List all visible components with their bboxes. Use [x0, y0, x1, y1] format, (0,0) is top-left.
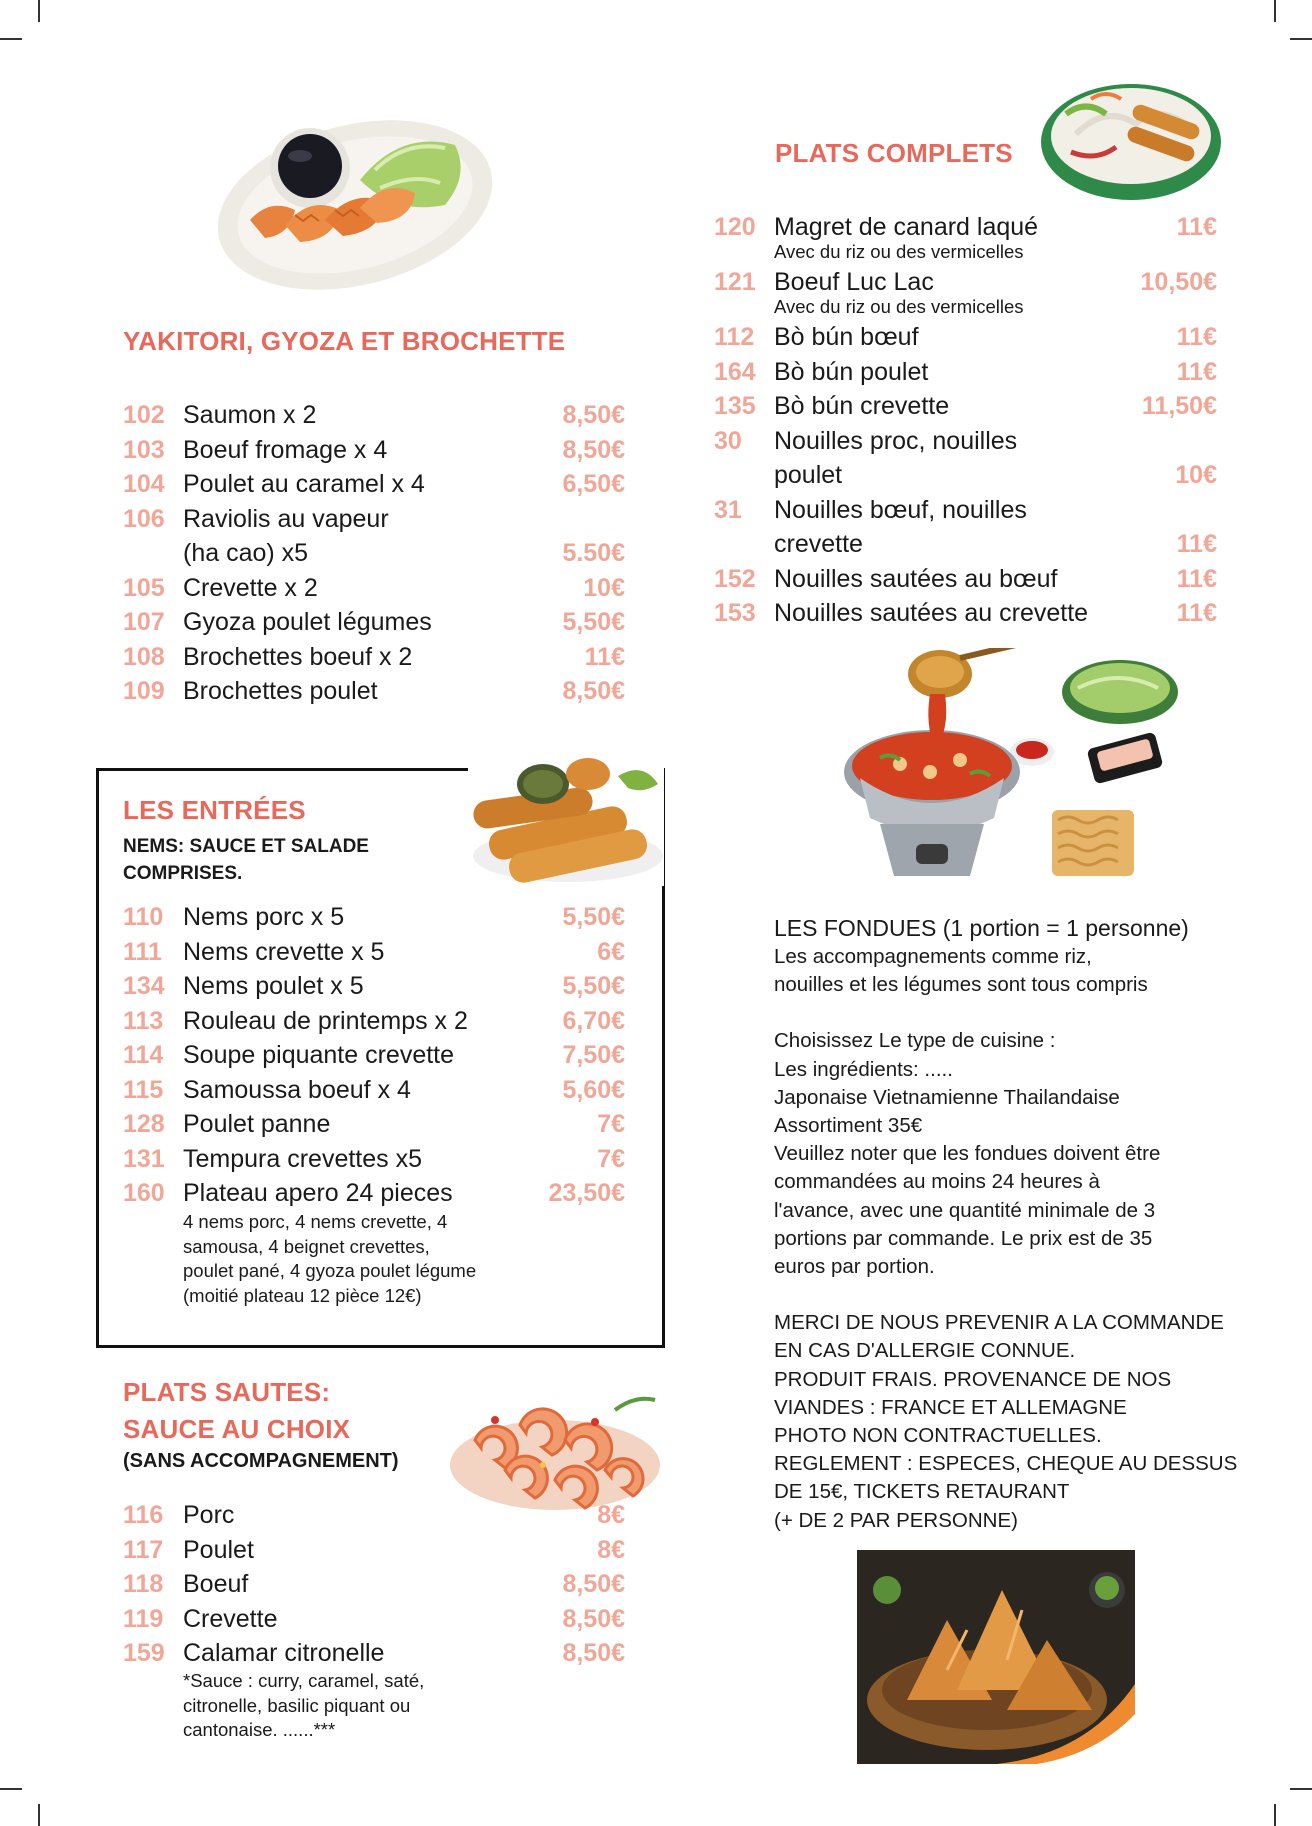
- item-price: 11€: [1176, 323, 1217, 351]
- item-name: Tempura crevettes x5: [183, 1144, 422, 1173]
- crop-mark: [0, 1788, 22, 1790]
- fondues-line: Assortiment 35€: [774, 1114, 923, 1138]
- item-name: Rouleau de printemps x 2: [183, 1006, 468, 1035]
- menu-item: [123, 605, 625, 640]
- item-price: 11€: [1176, 530, 1217, 558]
- menu-item: [123, 398, 625, 433]
- entrees-subtitle-1: NEMS: SAUCE ET SALADE: [123, 836, 369, 857]
- item-name: Calamar citronelle: [183, 1639, 385, 1667]
- item-name: Brochettes poulet: [183, 677, 378, 705]
- item-name: Poulet au caramel x 4: [183, 470, 425, 498]
- fondues-line: PRODUIT FRAIS. PROVENANCE DE NOS: [774, 1367, 1172, 1391]
- plateau-note-line: (moitié plateau 12 pièce 12€): [183, 1284, 422, 1306]
- item-price: 11€: [1176, 564, 1217, 593]
- item-price: 11,50€: [1141, 392, 1217, 420]
- item-price: 8,50€: [562, 1570, 625, 1598]
- entrees-title: LES ENTRÉES: [123, 795, 306, 825]
- menu-item: [714, 562, 1217, 597]
- item-number: 159: [123, 1639, 165, 1667]
- fondue-photo: [820, 648, 1180, 888]
- menu-item: [714, 210, 1217, 245]
- bobun-photo: [1036, 74, 1226, 204]
- entrees-menu: [123, 900, 625, 1211]
- menu-item: [123, 935, 625, 970]
- menu-item: [123, 1004, 625, 1039]
- item-number: 134: [123, 972, 165, 1000]
- item-price: 5,50€: [562, 903, 625, 931]
- crop-mark: [1274, 0, 1276, 22]
- item-number: 31: [714, 495, 742, 524]
- plateau-note: [183, 1210, 476, 1308]
- sautes-title-1: PLATS SAUTES:: [123, 1377, 331, 1407]
- menu-item: [123, 467, 625, 502]
- complets-menu: [714, 210, 1217, 631]
- item-number: 120: [714, 213, 756, 241]
- menu-item: [123, 1498, 625, 1533]
- item-number: 128: [123, 1110, 165, 1138]
- crop-mark: [1290, 38, 1312, 40]
- fondues-line: Les accompagnements comme riz,: [774, 945, 1092, 968]
- fondues-line: commandées au moins 24 heures à: [774, 1170, 1100, 1194]
- item-name: Nems crevette x 5: [183, 937, 385, 966]
- sautes-title-2: SAUCE AU CHOIX: [123, 1414, 351, 1444]
- fondues-line: Veuillez noter que les fondues doivent être: [774, 1142, 1161, 1166]
- complets-title: PLATS COMPLETS: [775, 138, 1013, 168]
- item-name: Magret de canard laqué: [774, 213, 1039, 241]
- item-name: Poulet panne: [183, 1110, 331, 1138]
- item-name: Boeuf fromage x 4: [183, 435, 388, 464]
- item-price: 11€: [1176, 357, 1217, 386]
- fondues-line: l'avance, avec une quantité minimale de 3: [774, 1198, 1156, 1222]
- item-number: 103: [123, 435, 165, 464]
- menu-item: [123, 674, 625, 709]
- fondues-line: EN CAS D'ALLERGIE CONNUE.: [774, 1339, 1076, 1363]
- item-name: Nouilles sautées au bœuf: [774, 564, 1058, 593]
- item-number: 131: [123, 1144, 165, 1173]
- fondues-line: (+ DE 2 PAR PERSONNE): [774, 1508, 1018, 1532]
- item-price: 10€: [583, 573, 625, 602]
- item-number: 152: [714, 564, 756, 593]
- crop-mark: [1290, 1788, 1312, 1790]
- sautes-menu: [123, 1498, 625, 1671]
- item-name: Nouilles sautées au crevette: [774, 599, 1089, 627]
- crop-mark: [1274, 1804, 1276, 1826]
- gyoza-photo: [210, 100, 510, 300]
- item-number: 119: [123, 1604, 164, 1633]
- yakitori-title: YAKITORI, GYOZA ET BROCHETTE: [123, 326, 566, 356]
- samosa-photo: [857, 1550, 1135, 1764]
- item-name: Raviolis au vapeur: [183, 504, 389, 533]
- item-name: Nouilles bœuf, nouilles: [774, 495, 1027, 524]
- item-name-continued: poulet: [774, 461, 843, 489]
- fondues-heading: LES FONDUES (1 portion = 1 personne): [774, 915, 1189, 941]
- item-price: 5,50€: [562, 608, 625, 636]
- item-number: 30: [714, 426, 742, 455]
- plateau-note-line: 4 nems porc, 4 nems crevette, 4: [183, 1211, 448, 1232]
- item-price: 5.50€: [562, 539, 625, 567]
- plateau-note-line: samousa, 4 beignet crevettes,: [183, 1235, 430, 1257]
- item-number: 115: [123, 1075, 164, 1104]
- item-number: 102: [123, 401, 165, 429]
- menu-item: [714, 355, 1217, 390]
- menu-item: [123, 571, 625, 606]
- menu-item: [123, 1107, 625, 1142]
- menu-item: [123, 1038, 625, 1073]
- menu-item: [123, 1073, 625, 1108]
- menu-item: [714, 320, 1217, 355]
- item-number: 135: [714, 392, 756, 420]
- item-name: Poulet: [183, 1535, 254, 1564]
- menu-item: [714, 265, 1217, 300]
- item-name-continued: crevette: [774, 530, 863, 558]
- item-name: Saumon x 2: [183, 401, 317, 429]
- menu-item: [714, 493, 1217, 562]
- crop-mark: [0, 38, 22, 40]
- sauce-note-line: citronelle, basilic piquant ou: [183, 1694, 411, 1716]
- fondues-line: Japonaise Vietnamienne Thailandaise: [774, 1085, 1120, 1109]
- fondues-line: MERCI DE NOUS PREVENIR A LA COMMANDE: [774, 1311, 1224, 1335]
- item-name: Boeuf: [183, 1570, 249, 1598]
- item-note: Avec du riz ou des vermicelles: [774, 295, 1024, 317]
- menu-item: [123, 1636, 625, 1671]
- item-number: 105: [123, 573, 165, 602]
- item-name: Nems porc x 5: [183, 903, 345, 931]
- fondues-block: [774, 913, 1237, 1535]
- item-number: 104: [123, 470, 165, 498]
- plateau-note-line: poulet pané, 4 gyoza poulet légume: [183, 1260, 477, 1281]
- item-note: Avec du riz ou des vermicelles: [774, 240, 1024, 262]
- menu-item: [123, 1176, 625, 1211]
- menu-item: [123, 1602, 625, 1637]
- menu-item: [714, 389, 1217, 424]
- item-name: Nems poulet x 5: [183, 972, 364, 1000]
- menu-item: [714, 424, 1217, 493]
- item-name-continued: (ha cao) x5: [183, 539, 309, 567]
- fondues-line: nouilles et les légumes sont tous compris: [774, 973, 1148, 997]
- fondues-line: DE 15€, TICKETS RETAURANT: [774, 1480, 1070, 1504]
- item-number: 114: [123, 1041, 164, 1069]
- menu-item: [123, 502, 625, 571]
- sauce-note-line: *Sauce : curry, caramel, saté,: [183, 1670, 425, 1691]
- item-number: 107: [123, 608, 165, 636]
- item-number: 160: [123, 1179, 165, 1207]
- item-name: Bò bún bœuf: [774, 323, 919, 351]
- item-number: 118: [123, 1570, 164, 1598]
- sauce-note-line: cantonaise. ......***: [183, 1719, 336, 1740]
- item-price: 7€: [597, 1110, 625, 1138]
- item-name: Bò bún poulet: [774, 357, 929, 386]
- fondues-spacer: [774, 999, 1237, 1027]
- item-name: Boeuf Luc Lac: [774, 268, 934, 296]
- item-price: 8,50€: [562, 1639, 625, 1667]
- item-number: 109: [123, 677, 165, 705]
- menu-item: [123, 1567, 625, 1602]
- item-price: 5,50€: [562, 972, 625, 1000]
- item-name: Gyoza poulet légumes: [183, 608, 432, 636]
- item-price: 6,50€: [562, 470, 625, 498]
- item-number: 153: [714, 599, 756, 627]
- fondues-line: portions par commande. Le prix est de 35: [774, 1226, 1153, 1250]
- fondues-line: REGLEMENT : ESPECES, CHEQUE AU DESSUS: [774, 1452, 1238, 1476]
- item-price: 10€: [1175, 461, 1217, 489]
- item-name: Plateau apero 24 pieces: [183, 1179, 453, 1207]
- crop-mark: [38, 1804, 40, 1826]
- sauce-note: [183, 1669, 424, 1743]
- item-price: 6€: [597, 937, 625, 966]
- item-price: 8,50€: [562, 401, 625, 429]
- menu-item: [123, 1142, 625, 1177]
- item-number: 110: [123, 903, 164, 931]
- fondues-line: PHOTO NON CONTRACTUELLES.: [774, 1424, 1102, 1448]
- item-number: 121: [714, 268, 756, 296]
- item-price: 8,50€: [562, 677, 625, 705]
- fondues-line: Choisissez Le type de cuisine :: [774, 1029, 1056, 1053]
- item-name: Nouilles proc, nouilles: [774, 426, 1018, 455]
- item-price: 8,50€: [562, 1604, 625, 1633]
- fondues-line: Les ingrédients: .....: [774, 1057, 953, 1081]
- item-name: Porc: [183, 1501, 235, 1529]
- item-price: 7€: [597, 1144, 625, 1173]
- fondues-line: VIANDES : FRANCE ET ALLEMAGNE: [774, 1395, 1127, 1419]
- entrees-subtitle-2: COMPRISES.: [123, 863, 243, 884]
- menu-item: [123, 900, 625, 935]
- item-price: 8€: [597, 1535, 625, 1564]
- item-name: Samoussa boeuf x 4: [183, 1075, 411, 1104]
- item-number: 117: [123, 1535, 164, 1564]
- item-price: 5,60€: [562, 1075, 625, 1104]
- yakitori-menu: [123, 398, 625, 709]
- item-price: 11€: [584, 642, 625, 671]
- item-price: 7,50€: [562, 1041, 625, 1069]
- item-price: 8€: [597, 1501, 625, 1529]
- sautes-subtitle: (SANS ACCOMPAGNEMENT): [123, 1450, 399, 1472]
- item-name: Soupe piquante crevette: [183, 1041, 455, 1069]
- fondues-spacer: [774, 1281, 1237, 1309]
- menu-item: [123, 433, 625, 468]
- menu-item: [123, 1533, 625, 1568]
- menu-item: [123, 969, 625, 1004]
- item-price: 11€: [1176, 599, 1217, 627]
- item-number: 164: [714, 357, 756, 386]
- item-name: Crevette x 2: [183, 573, 318, 602]
- item-name: Brochettes boeuf x 2: [183, 642, 413, 671]
- item-price: 10,50€: [1140, 268, 1217, 296]
- item-number: 111: [123, 937, 162, 966]
- item-number: 116: [123, 1501, 164, 1529]
- item-number: 112: [714, 323, 755, 351]
- nems-photo: [468, 756, 664, 886]
- item-number: 113: [123, 1006, 164, 1035]
- item-number: 108: [123, 642, 165, 671]
- fondues-line: euros par portion.: [774, 1255, 935, 1279]
- item-name: Bò bún crevette: [774, 392, 950, 420]
- item-number: 106: [123, 504, 165, 533]
- item-name: Crevette: [183, 1604, 278, 1633]
- item-price: 6,70€: [562, 1006, 625, 1035]
- crop-mark: [38, 0, 40, 22]
- item-price: 8,50€: [562, 435, 625, 464]
- item-price: 23,50€: [548, 1179, 625, 1207]
- menu-item: [123, 640, 625, 675]
- item-price: 11€: [1176, 213, 1217, 241]
- menu-item: [714, 596, 1217, 631]
